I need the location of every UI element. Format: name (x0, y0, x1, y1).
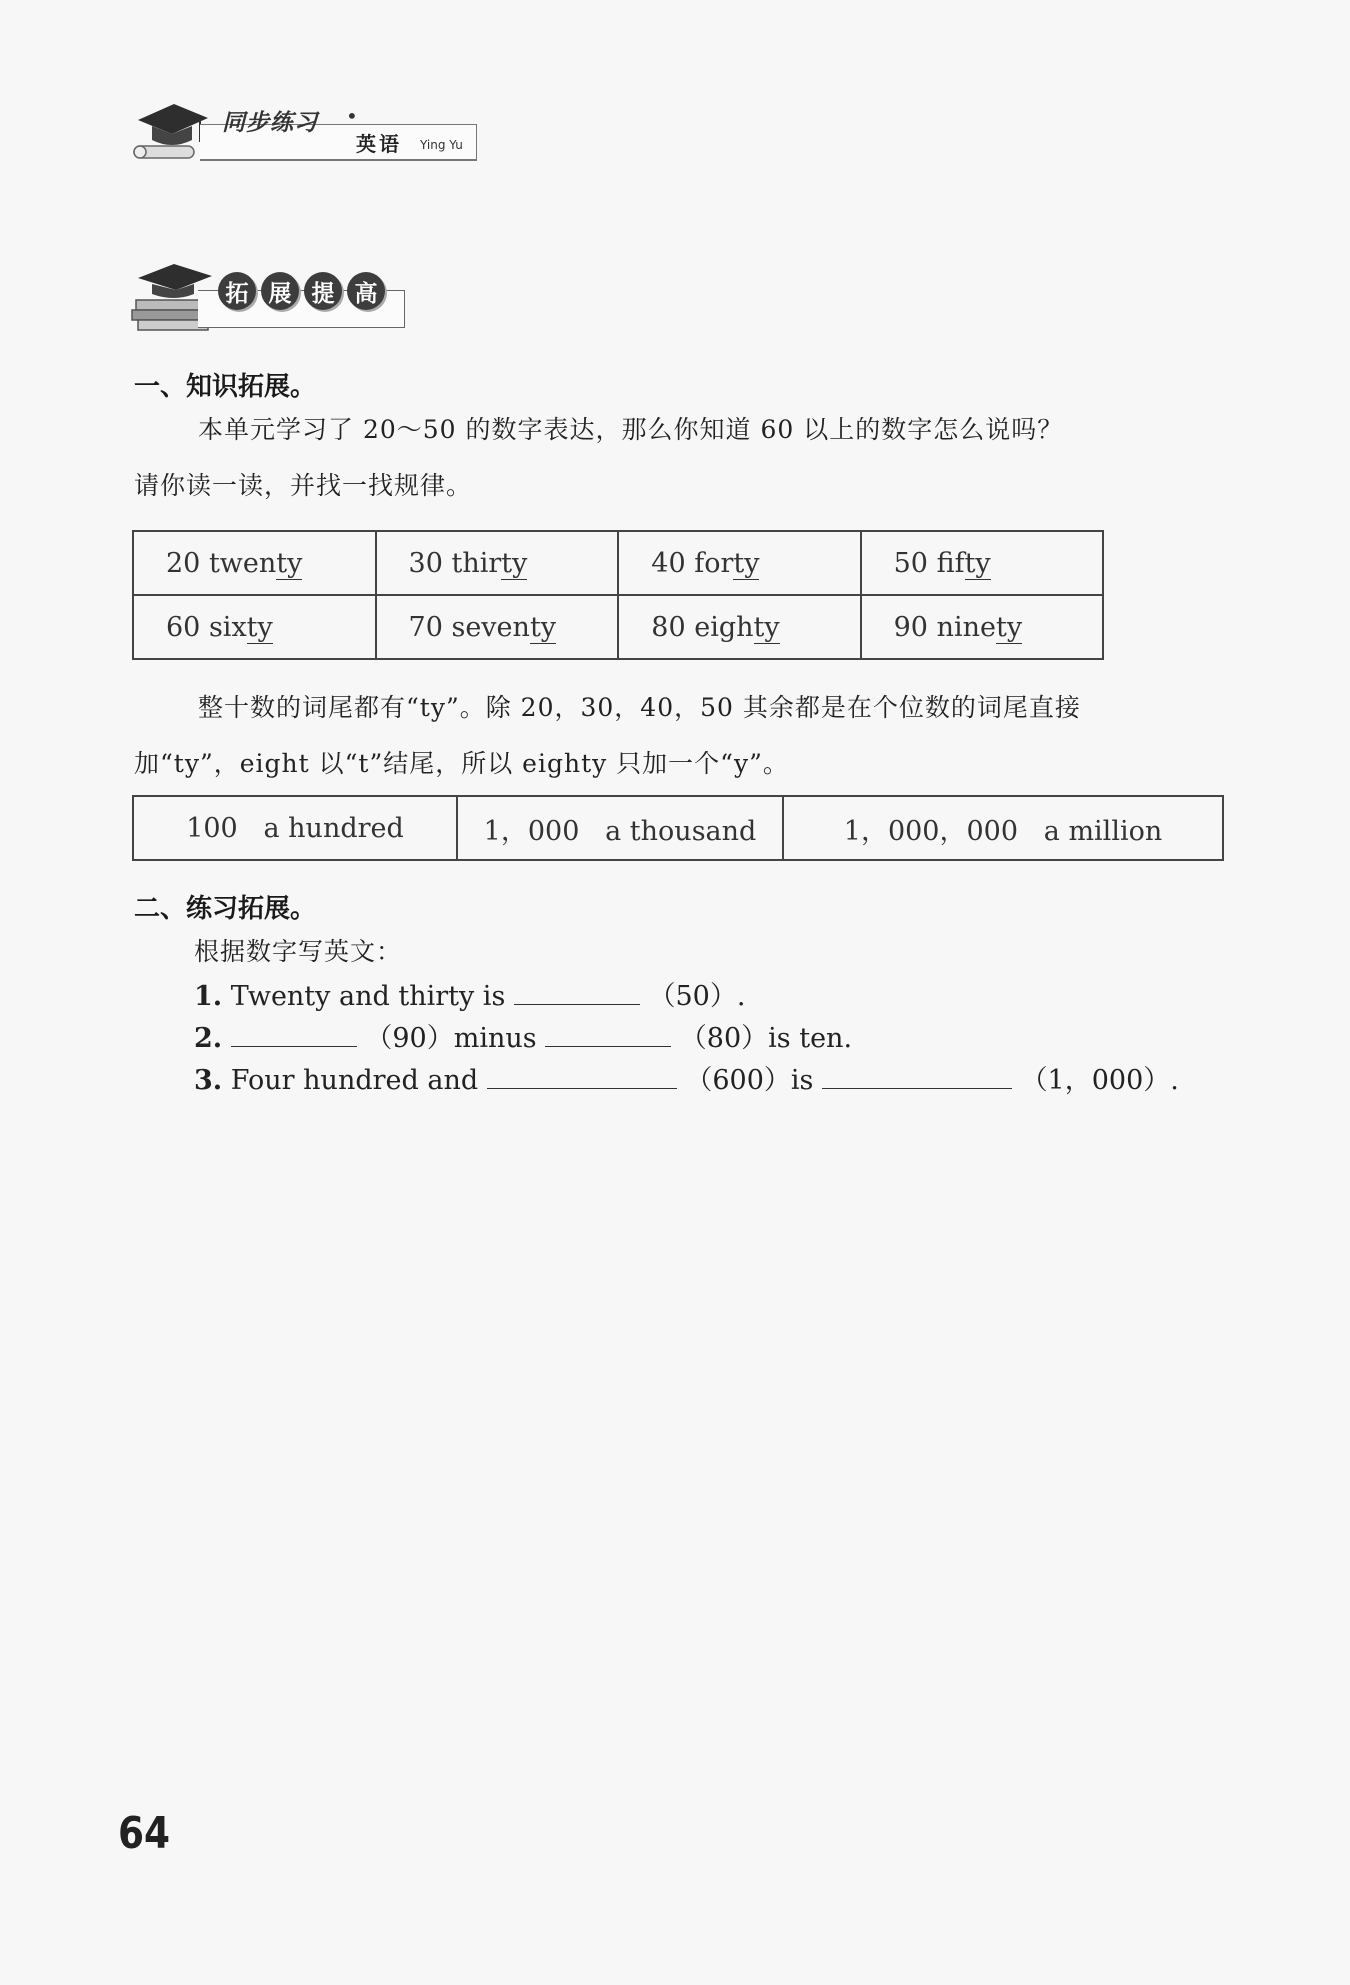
page-number: 64 (118, 1808, 171, 1859)
part2-heading: 二、练习拓展。 (134, 894, 317, 924)
answer-blank[interactable] (487, 1064, 677, 1089)
banner-char: 拓 (218, 272, 256, 310)
big-numbers-table (132, 795, 1224, 861)
section-banner (218, 272, 385, 310)
graduation-cap-icon (130, 96, 210, 168)
exercise-item-2: 2. （90）minus （80）is ten. (194, 1023, 853, 1054)
exercise-item-3: 3. Four hundred and （600）is （1，000）. (194, 1065, 1179, 1096)
banner-char: 展 (261, 272, 299, 310)
big-number-cell: 100 a hundred (133, 796, 457, 860)
subject-pinyin: Ying Yu (420, 138, 463, 152)
banner-char: 高 (347, 272, 385, 310)
part2-instruction: 根据数字写英文： (194, 937, 403, 966)
tens-cell: 90 ninety (861, 595, 1103, 659)
rule-line1: 整十数的词尾都有“ty”。除 20，30，40，50 其余都是在个位数的词尾直接 (198, 693, 1081, 722)
tens-cell: 20 twenty (133, 531, 376, 595)
header-dot: • (346, 104, 358, 128)
tens-cell: 80 eighty (618, 595, 860, 659)
big-numbers-row (133, 796, 1223, 860)
answer-blank[interactable] (231, 1022, 357, 1047)
answer-blank[interactable] (545, 1022, 671, 1047)
big-number-cell: 1，000，000 a million (783, 796, 1223, 860)
tens-row (133, 595, 1103, 659)
tens-cell: 40 forty (618, 531, 860, 595)
tens-cell: 30 thirty (376, 531, 619, 595)
series-title: 同步练习 (222, 110, 318, 136)
part1-intro-line2: 请你读一读，并找一找规律。 (134, 471, 473, 500)
answer-blank[interactable] (822, 1064, 1012, 1089)
banner-char: 提 (304, 272, 342, 310)
tens-row (133, 531, 1103, 595)
part1-intro-line1: 本单元学习了 20～50 的数字表达，那么你知道 60 以上的数字怎么说吗？ (198, 415, 1064, 444)
tens-cell: 70 seventy (376, 595, 619, 659)
answer-blank[interactable] (514, 980, 640, 1005)
big-number-cell: 1，000 a thousand (457, 796, 783, 860)
subject-label: 英语 (356, 132, 402, 156)
tens-cell: 60 sixty (133, 595, 376, 659)
part1-heading: 一、知识拓展。 (134, 372, 317, 402)
exercise-item-1: 1. Twenty and thirty is （50）. (194, 981, 746, 1012)
tens-cell: 50 fifty (861, 531, 1103, 595)
tens-table (132, 530, 1104, 660)
rule-line2: 加“ty”，eight 以“t”结尾，所以 eighty 只加一个“y”。 (134, 749, 789, 778)
